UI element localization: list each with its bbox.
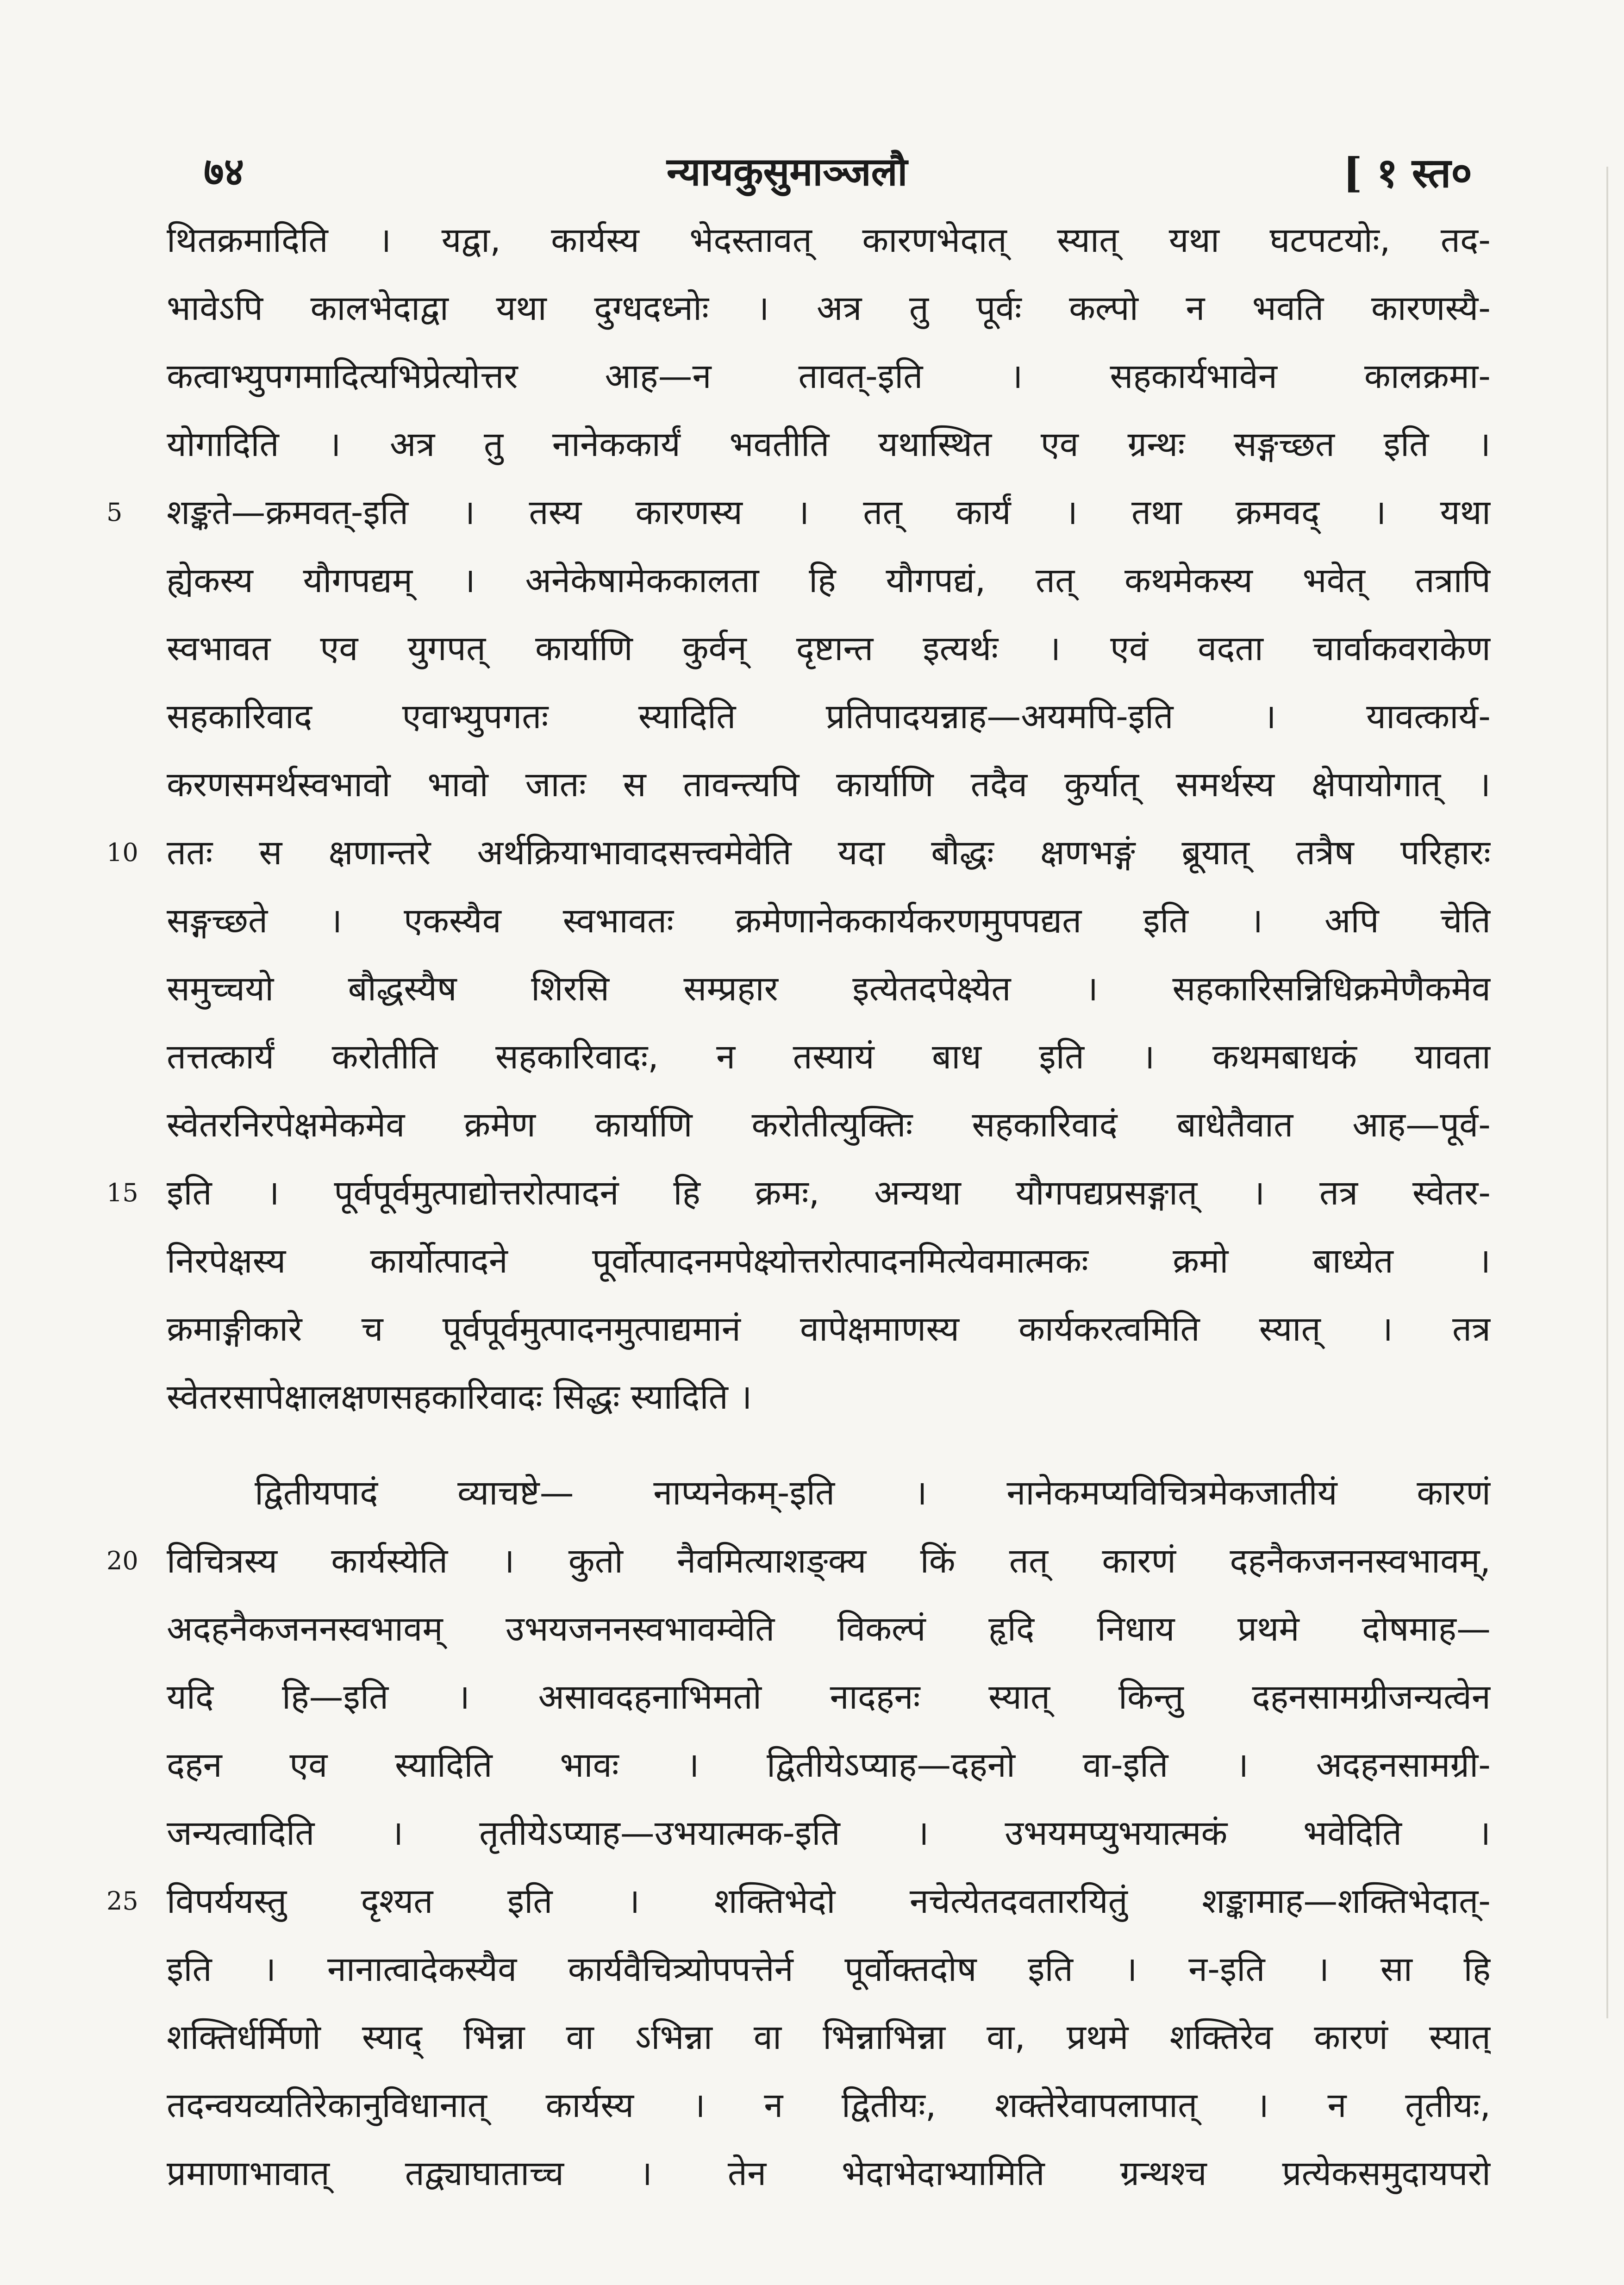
page-number: ७४ [204,149,244,194]
text-line: स्वेतरसापेक्षालक्षणसहकारिवादः सिद्धः स्यादिति । [167,1377,752,1417]
text-line: यदि हि—इति । असावदहनाभिमतो नादहनः स्यात् किन्तु दहनसामग्रीजन्यत्वेन [167,1677,1491,1717]
line-number: 10 [106,838,138,867]
page-header [204,139,1472,204]
text-line: शक्तिर्धर्मिणो स्याद् भिन्ना वा ऽभिन्ना वा भिन्नाभिन्ना वा, प्रथमे शक्तिरेव कारणं स्यात् [167,2017,1491,2057]
running-title: न्यायकुसुमाञ्जलौ [667,149,908,194]
text-line: तत्तत्कार्यं करोतीति सहकारिवादः, न तस्यायं बाध इति । कथमबाधकं यावता [167,1037,1491,1077]
text-line: करणसमर्थस्वभावो भावो जातः स तावन्त्यपि कार्याणि तदैव कुर्यात् समर्थस्य क्षेपायोगात् । [167,765,1491,805]
line-number: 25 [106,1886,138,1916]
text-line: इति । नानात्वादेकस्यैव कार्यवैचित्र्योपपत्तेर्न पूर्वोक्तदोष इति । न-इति । सा हि [167,1949,1491,1989]
text-line: योगादिति । अत्र तु नानेककार्यं भवतीति यथास्थित एव ग्रन्थः सङ्गच्छत इति । [167,425,1491,464]
text-line: निरपेक्षस्य कार्योत्पादने पूर्वोत्पादनमपेक्ष्योत्तरोत्पादनमित्येवमात्मकः क्रमो बाध्येत । [167,1241,1491,1281]
text-line: दहन एव स्यादिति भावः । द्वितीयेऽप्याह—दहनो वा-इति । अदहनसामग्री- [167,1745,1491,1785]
text-line: स्वेतरनिरपेक्षमेकमेव क्रमेण कार्याणि करोतीत्युक्तिः सहकारिवादं बाधेतैवात आह—पूर्व- [167,1105,1491,1145]
text-line: थितक्रमादिति । यद्वा, कार्यस्य भेदस्तावत् कारणभेदात् स्यात् यथा घटपटयोः, तद- [167,220,1491,260]
text-line: भावेऽपि कालभेदाद्वा यथा दुग्धदध्नोः । अत्र तु पूर्वः कल्पो न भवति कारणस्यै- [167,288,1491,328]
margin-rule [1606,167,1608,2018]
text-line: तदन्वयव्यतिरेकानुविधानात् कार्यस्य । न द्वितीयः, शक्तेरेवापलापात् । न तृतीयः, [167,2085,1491,2125]
line-number: 15 [106,1178,138,1207]
text-line: द्वितीयपादं व्याचष्टे— नाप्यनेकम्-इति । नानेकमप्यविचित्रमेकजातीयं कारणं [255,1473,1491,1513]
body-text [167,218,1491,2254]
text-line: क्रमाङ्गीकारे च पूर्वपूर्वमुत्पादनमुत्पाद्यमानं वापेक्षमाणस्य कार्यकरत्वमिति स्यात् । तत्र [167,1309,1491,1349]
line-number: 5 [106,498,123,527]
line-number: 20 [106,1546,138,1575]
text-line: शङ्कते—क्रमवत्-इति । तस्य कारणस्य । तत् कार्यं । तथा क्रमवद् । यथा [167,493,1491,532]
text-line: सहकारिवाद एवाभ्युपगतः स्यादिति प्रतिपादयन्नाह—अयमपि-इति । यावत्कार्य- [167,697,1491,737]
text-line: जन्यत्वादिति । तृतीयेऽप्याह—उभयात्मक-इति । उभयमप्युभयात्मकं भवेदिति । [167,1813,1491,1853]
text-line: अदहनैकजननस्वभावम् उभयजननस्वभावम्वेति विकल्पं हृदि निधाय प्रथमे दोषमाह— [167,1609,1491,1649]
text-line: समुच्चयो बौद्धस्यैष शिरसि सम्प्रहार इत्येतदपेक्ष्येत । सहकारिसन्निधिक्रमेणैकमेव [167,969,1491,1009]
section-marker: [ १ स्त० [1343,149,1472,197]
text-line: विचित्रस्य कार्यस्येति । कुतो नैवमित्याशङ्क्य किं तत् कारणं दहनैकजननस्वभावम्, [167,1541,1491,1581]
text-line: सङ्गच्छते । एकस्यैव स्वभावतः क्रमेणानेककार्यकरणमुपपद्यत इति । अपि चेति [167,901,1491,941]
text-line: ह्येकस्य यौगपद्यम् । अनेकेषामेककालता हि यौगपद्यं, तत् कथमेकस्य भवेत् तत्रापि [167,561,1491,600]
text-line: कत्वाभ्युपगमादित्यभिप्रेत्योत्तर आह—न तावत्-इति । सहकार्यभावेन कालक्रमा- [167,356,1491,396]
text-line: इति । पूर्वपूर्वमुत्पाद्योत्तरोत्पादनं हि क्रमः, अन्यथा यौगपद्यप्रसङ्गात् । तत्र स्वेतर- [167,1173,1491,1213]
text-line: ततः स क्षणान्तरे अर्थक्रियाभावादसत्त्वमेवेति यदा बौद्धः क्षणभङ्गं ब्रूयात् तत्रैष परिहारः [167,833,1491,873]
text-line: स्वभावत एव युगपत् कार्याणि कुर्वन् दृष्टान्त इत्यर्थः । एवं वदता चार्वाकवराकेण [167,629,1491,668]
text-line: विपर्ययस्तु दृश्यत इति । शक्तिभेदो नचेत्येतदवतारयितुं शङ्कामाह—शक्तिभेदात्- [167,1881,1491,1921]
text-line: प्रमाणाभावात् तद्व्याघाताच्च । तेन भेदाभेदाभ्यामिति ग्रन्थश्च प्रत्येकसमुदायपरो [167,2154,1491,2193]
